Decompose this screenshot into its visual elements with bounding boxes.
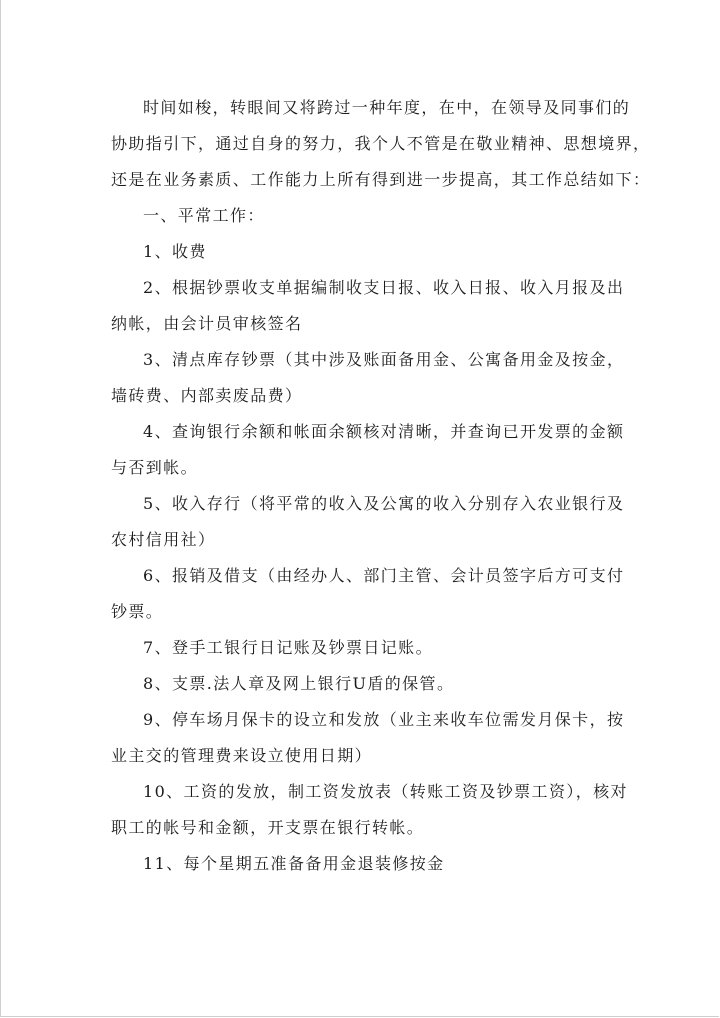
text-line: 还是在业务素质、工作能力上所有得到进一步提高，其工作总结如下： bbox=[111, 170, 651, 189]
text-line: 2、根据钞票收支单据编制收支日报、收入日报、收入月报及出 bbox=[143, 278, 625, 297]
paragraph-intro bbox=[111, 90, 651, 198]
text-line: 农村信用社） bbox=[111, 530, 216, 549]
text-line: 8、支票.法人章及网上银行U盾的保管。 bbox=[143, 674, 455, 693]
text-line: 5、收入存行（将平常的收入及公寓的收入分别存入农业银行及 bbox=[143, 494, 625, 513]
text-line: 时间如梭，转眼间又将跨过一种年度，在中，在领导及同事们的 bbox=[143, 98, 631, 117]
list-item-4 bbox=[111, 414, 625, 486]
document-body bbox=[111, 90, 651, 882]
text-line: 11、每个星期五准备备用金退装修按金 bbox=[143, 854, 445, 873]
list-item-9 bbox=[111, 702, 625, 774]
list-item-10 bbox=[111, 774, 628, 846]
text-line: 10、工资的发放，制工资发放表（转账工资及钞票工资），核对 bbox=[143, 782, 628, 801]
list-item-8 bbox=[111, 666, 616, 702]
text-line: 钞票。 bbox=[111, 602, 164, 621]
text-line: 9、停车场月保卡的设立和发放（业主来收车位需发月保卡，按 bbox=[143, 710, 625, 729]
text-line: 职工的帐号和金额，开支票在银行转帐。 bbox=[111, 818, 425, 837]
text-line: 3、清点库存钞票（其中涉及账面备用金、公寓备用金及按金， bbox=[143, 350, 625, 369]
section-heading bbox=[111, 198, 616, 234]
list-item-3 bbox=[111, 342, 625, 414]
list-item-7 bbox=[111, 630, 616, 666]
text-line: 业主交的管理费来设立使用日期） bbox=[111, 746, 373, 765]
text-line: 墙砖费、内部卖废品费） bbox=[111, 386, 303, 405]
list-item-11 bbox=[111, 846, 616, 882]
text-line: 4、查询银行余额和帐面余额核对清晰，并查询已开发票的金额 bbox=[143, 422, 625, 441]
text-line: 6、报销及借支（由经办人、部门主管、会计员签字后方可支付 bbox=[143, 566, 625, 585]
text-line: 纳帐，由会计员审核签名 bbox=[111, 314, 303, 333]
text-line: 7、登手工银行日记账及钞票日记账。 bbox=[143, 638, 433, 657]
list-item-5 bbox=[111, 486, 625, 558]
text-line: 与否到帐。 bbox=[111, 458, 199, 477]
list-item-1 bbox=[111, 234, 616, 270]
text-line: 协助指引下，通过自身的努力，我个人不管是在敬业精神、思想境界， bbox=[111, 134, 651, 153]
text-line: 一、平常工作： bbox=[143, 206, 265, 225]
list-item-6 bbox=[111, 558, 625, 630]
text-line: 1、收费 bbox=[143, 242, 207, 261]
list-item-2 bbox=[111, 270, 625, 342]
